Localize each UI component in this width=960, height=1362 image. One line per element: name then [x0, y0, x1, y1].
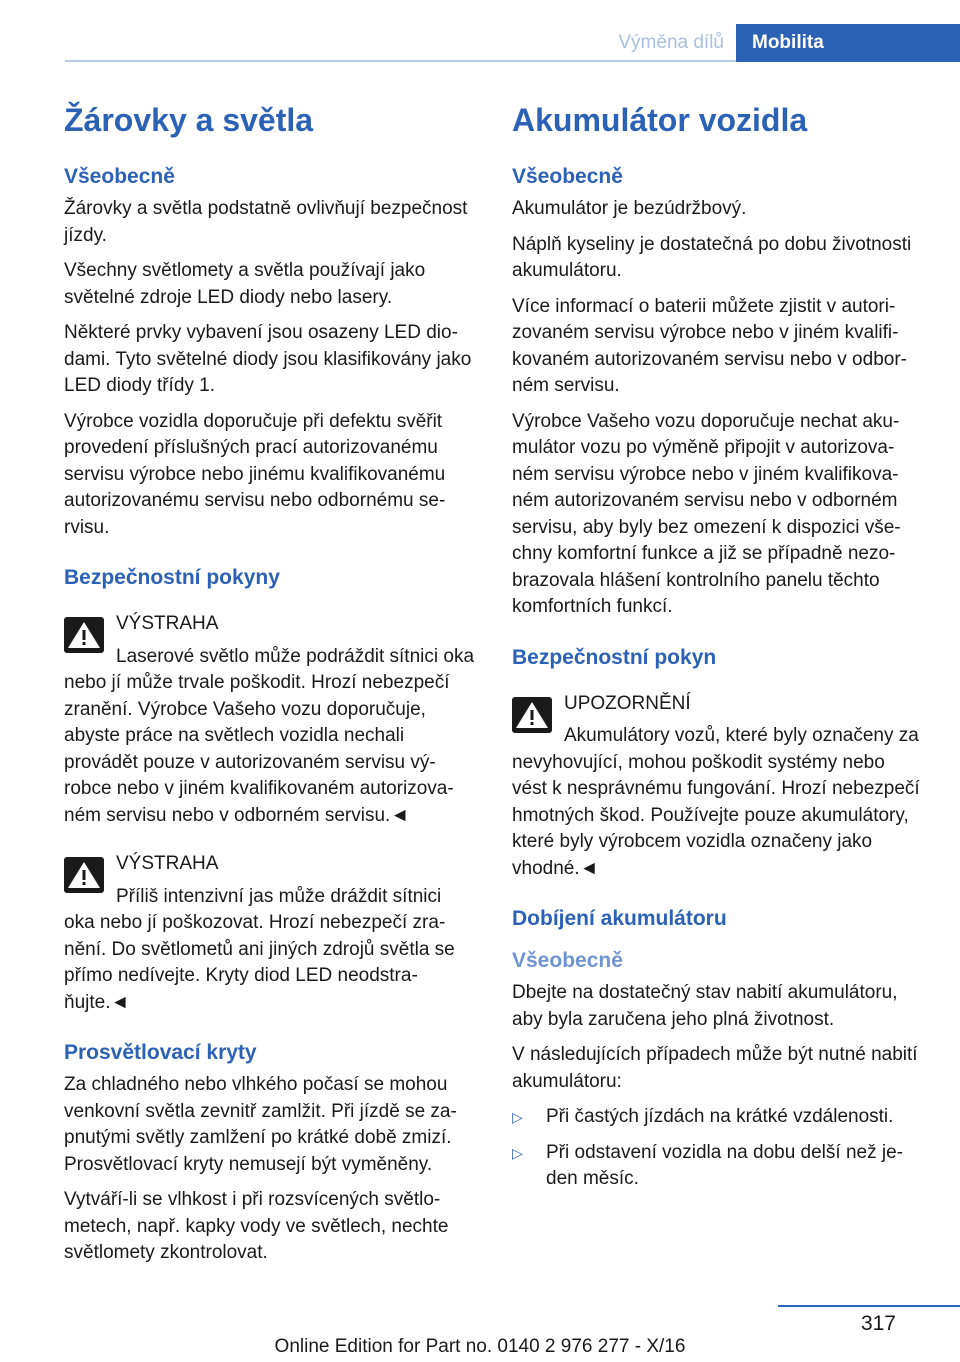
warning-label: VÝSTRAHA [116, 853, 219, 874]
footer-rule [778, 1305, 960, 1307]
charging-general-heading: Všeobecně [512, 949, 623, 972]
warning-label: VÝSTRAHA [116, 613, 219, 634]
caution-text: Akumulátory vozů, které byly označeny za nevyhovující, mohou poškodit systémy nebo vést k nesprávnému fungování. Hrozí nebezpečí hmotných škod. Používejte pouze akumulátory, které byly výrobcem vozidla označeny jako vhodné.◄ [512, 725, 920, 879]
charging-bullet-list [512, 1104, 924, 1193]
list-item [512, 1104, 924, 1131]
charging-heading: Dobíjení akumulátoru [512, 907, 727, 930]
list-item-text: Při odstavení vozidla na dobu delší než jeden měsíc. [546, 1141, 903, 1189]
caution-block [512, 691, 924, 883]
warning-text: Laserové světlo může podráždit sítnici oka nebo jí může trvale poškodit. Hrozí nebezpečí zranění. Výrobce Vašeho vozu doporučuje, abyste práce na světlech vozidla nechali provádět pouze v autorizovaném servisu výrobce nebo v jiném kvalifikovaném autorizovaném servisu nebo v odborném servisu.◄ [64, 645, 475, 826]
covers-paragraph: Za chladného nebo vlhkého počasí se mohou venkovní světla zevnitř zamlžit. Při jízdě se zapnutými světly zamlžení po krátké době zmizí. Prosvětlovací kryty nemusejí být vyměněny. [64, 1074, 457, 1175]
warning-text: Příliš intenzivní jas může dráždit sítnici oka nebo jí poškozovat. Hrozí nebezpečí zranění. Do světlometů ani jiných zdrojů světla se přímo nedívejte. Kryty diod LED neodstraňujte.◄ [64, 885, 455, 1013]
edition-footer: Online Edition for Part no. 0140 2 976 277 - X/16 [274, 1336, 686, 1357]
warning-block [64, 851, 476, 1016]
bulbs-title: Žárovky a světla [64, 102, 314, 138]
battery-safety-heading: Bezpečnostní pokyn [512, 645, 717, 669]
covers-heading: Prosvětlovací kryty [64, 1041, 257, 1064]
battery-paragraph: Náplň kyseliny je dostatečná po dobu životnosti akumulátoru. [512, 233, 912, 281]
battery-paragraph: Výrobce Vašeho vozu doporučuje nechat akumulátor vozu po výměně připojit v autorizovaném servisu výrobce nebo v jiném kvalifikovaném autorizovaném servisu nebo v odborném servisu, aby byly bez omezení k dispozici všechny komfortní funkce a již se případně nezobrazovala hlášení kontrolního panelu těchto komfortních funkcí. [512, 410, 901, 617]
warning-triangle-icon [512, 697, 552, 738]
caution-label: UPOZORNĚNÍ [564, 692, 691, 714]
list-item-text: Při častých jízdách na krátké vzdálenosti. [546, 1106, 894, 1127]
warning-triangle-icon [64, 857, 104, 898]
battery-title: Akumulátor vozidla [512, 102, 808, 138]
bulbs-paragraph: Všechny světlomety a světla používají jako světelné zdroje LED diody nebo lasery. [64, 260, 426, 308]
triangle-bullet-icon: ▷ [512, 1109, 523, 1125]
page-number: 317 [860, 1312, 896, 1335]
left-column [64, 98, 476, 1276]
bulbs-paragraph: Některé prvky vybavení jsou osazeny LED diodami. Tyto světelné diody jsou klasifikovány jako LED diody třídy 1. [64, 322, 472, 396]
bulbs-general-heading: Všeobecně [64, 165, 175, 188]
battery-paragraph: Více informací o baterii můžete zjistit v autorizovaném servisu výrobce nebo v jiném kvalifikovaném autorizovaném servisu nebo v odborném servisu. [512, 295, 907, 396]
warning-block [64, 611, 476, 829]
bulbs-paragraph: Výrobce vozidla doporučuje při defektu svěřit provedení příslušných prací autorizovanému servisu výrobce nebo jinému kvalifikovanému autorizovanému servisu nebo odbornému servisu. [64, 410, 446, 538]
bulbs-safety-heading: Bezpečnostní pokyny [64, 566, 280, 589]
list-item [512, 1140, 924, 1193]
covers-paragraph: Vytváří-li se vlhkost i při rozsvícených světlometech, např. kapky vody ve světlech, nechte světlomety zkontrolovat. [64, 1189, 449, 1263]
charging-paragraph: V následujících případech může být nutné nabití akumulátoru: [512, 1044, 918, 1092]
charging-paragraph: Dbejte na dostatečný stav nabití akumulátoru, aby byla zaručena jeho plná životnost. [512, 982, 898, 1030]
section-tab[interactable]: Výměna dílů [618, 32, 724, 53]
battery-general-heading: Všeobecně [512, 165, 623, 188]
right-column [512, 98, 924, 1202]
triangle-bullet-icon: ▷ [512, 1144, 523, 1161]
chapter-tab[interactable]: Mobilita [736, 24, 960, 62]
bulbs-paragraph: Žárovky a světla podstatně ovlivňují bezpečnost jízdy. [64, 198, 468, 246]
warning-triangle-icon [64, 617, 104, 658]
battery-paragraph: Akumulátor je bezúdržbový. [512, 198, 747, 219]
